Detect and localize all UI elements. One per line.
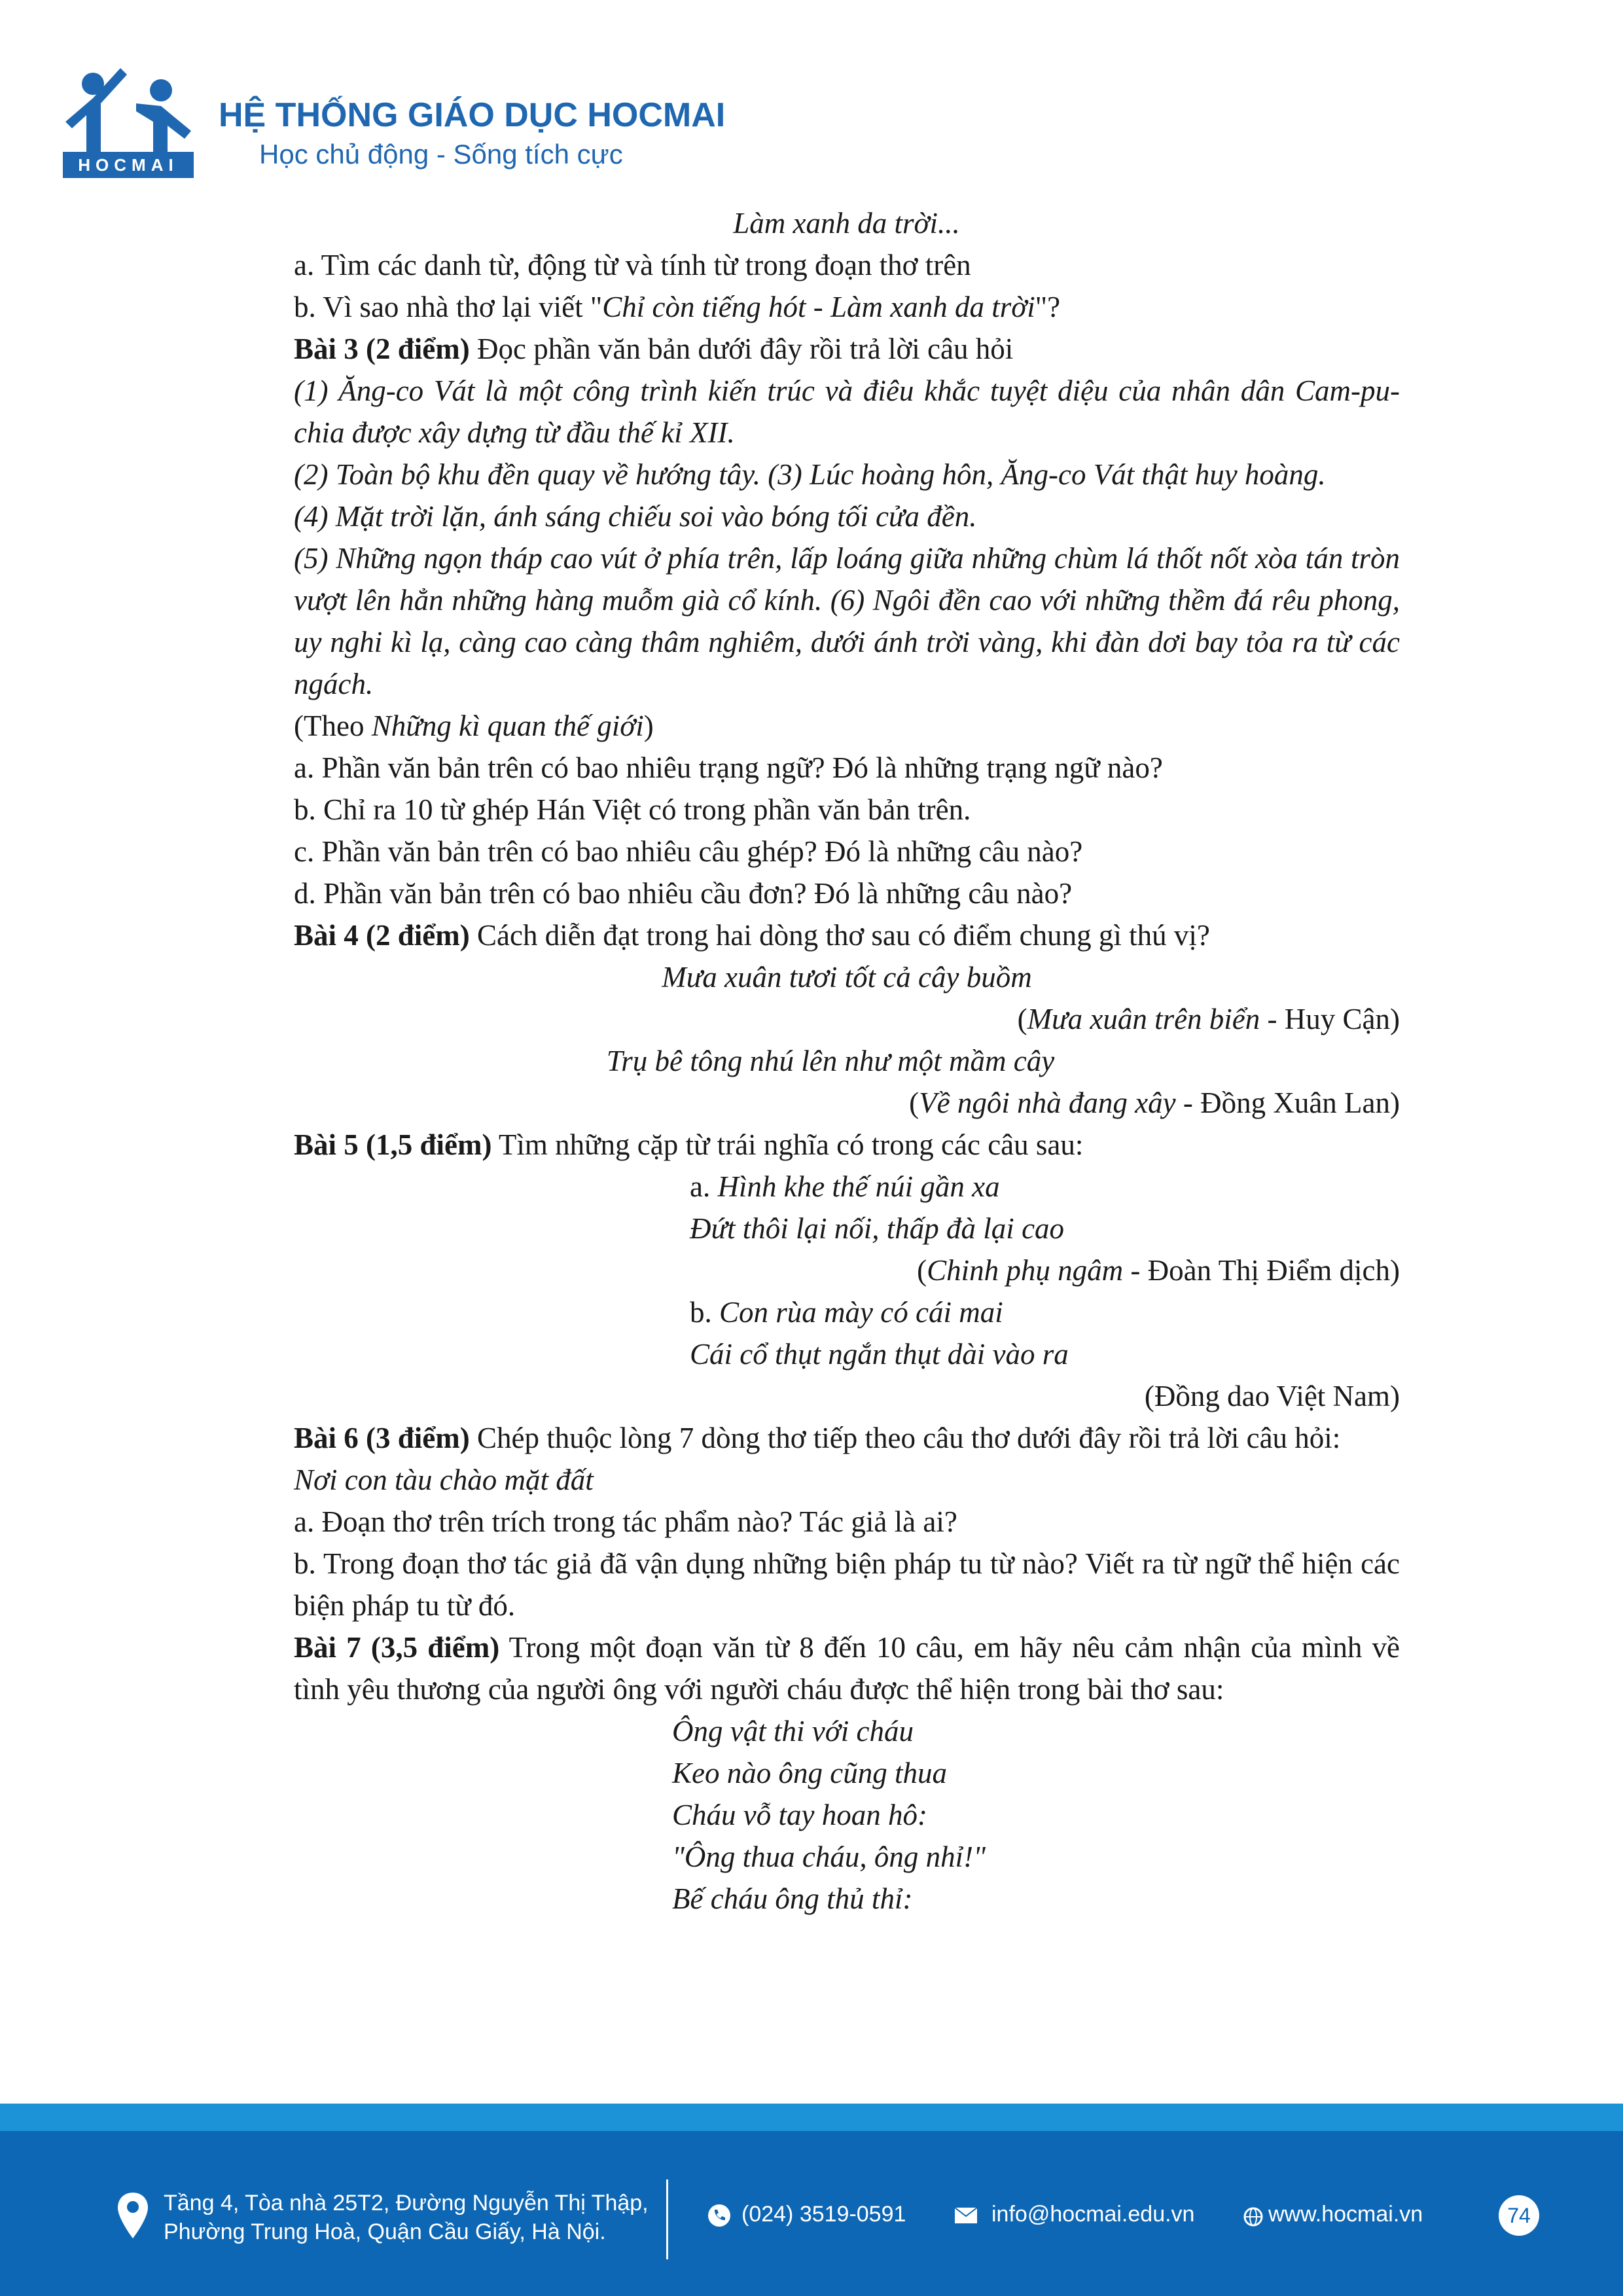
exercise-heading: Bài 7 (3,5 điểm) Trong một đoạn văn từ 8 đến 10 câu, em hãy nêu cảm nhận của mình về tình yêu thương của người ông với người cháu được thể hiện trong bài thơ sau:	[294, 1631, 1400, 1706]
passage-paragraph: (1) Ăng-co Vát là một công trình kiến trúc và điêu khắc tuyệt diệu của nhân dân Cam-pu-chia được xây dựng từ đầu thế kỉ XII.	[294, 374, 1400, 449]
question-line: a. Tìm các danh từ, động từ và tính từ trong đoạn thơ trên	[294, 249, 971, 281]
location-pin-icon	[116, 2191, 149, 2240]
footer-website[interactable]: www.hocmai.vn	[1268, 2202, 1423, 2227]
poem-line: Đứt thôi lại nối, thấp đà lại cao	[690, 1212, 1065, 1245]
source-citation: (Về ngôi nhà đang xây - Đồng Xuân Lan)	[909, 1086, 1400, 1119]
globe-icon	[1243, 2207, 1263, 2227]
page-number-badge: 74	[1499, 2195, 1539, 2236]
source-citation: (Theo Những kì quan thế giới)	[294, 709, 654, 742]
footer-email[interactable]: info@hocmai.edu.vn	[991, 2202, 1195, 2227]
document-body	[294, 202, 1400, 1920]
address-line: Phường Trung Hoà, Quận Cầu Giấy, Hà Nội.	[164, 2219, 606, 2244]
brand-title: HỆ THỐNG GIÁO DỤC HOCMAI	[219, 96, 726, 134]
poem-line: Keo nào ông cũng thua	[672, 1757, 947, 1789]
address-line: Tầng 4, Tòa nhà 25T2, Đường Nguyễn Thị Thập,	[164, 2191, 649, 2215]
poem-line: b. Con rùa mày có cái mai	[690, 1296, 1003, 1329]
page-footer	[0, 2131, 1623, 2296]
poem-line: "Ông thua cháu, ông nhỉ!"	[672, 1840, 986, 1873]
poem-text: Làm xanh da trời...	[733, 207, 960, 240]
footer-address	[164, 2189, 649, 2246]
question-line: b. Vì sao nhà thơ lại viết "Chỉ còn tiếng hót - Làm xanh da trời"?	[294, 291, 1061, 323]
footer-divider	[666, 2179, 668, 2259]
passage-paragraph: (4) Mặt trời lặn, ánh sáng chiếu soi vào bóng tối cửa đền.	[294, 500, 977, 533]
question-line: c. Phần văn bản trên có bao nhiêu câu ghép? Đó là những câu nào?	[294, 835, 1083, 868]
poem-line: Cái cổ thụt ngắn thụt dài vào ra	[690, 1338, 1069, 1371]
question-line: a. Đoạn thơ trên trích trong tác phẩm nào? Tác giả là ai?	[294, 1505, 957, 1538]
poem-line: Mưa xuân tươi tốt cả cây buồm	[662, 961, 1032, 994]
poem-line: a. Hình khe thế núi gần xa	[690, 1170, 1000, 1203]
page-header	[63, 52, 848, 183]
poem-line: Trụ bê tông nhú lên như một mầm cây	[606, 1045, 1055, 1077]
question-line: b. Trong đoạn thơ tác giả đã vận dụng những biện pháp tu từ nào? Viết ra từ ngữ thể hiện các biện pháp tu từ đó.	[294, 1547, 1400, 1622]
source-citation: (Chinh phụ ngâm - Đoàn Thị Điểm dịch)	[917, 1254, 1400, 1287]
poem-line: Cháu vỗ tay hoan hô:	[672, 1799, 927, 1831]
poem-line	[294, 202, 1400, 244]
poem-line: Ông vật thi với cháu	[672, 1715, 914, 1748]
poem-line: Bế cháu ông thủ thỉ:	[672, 1882, 913, 1915]
footer-stripe	[0, 2104, 1623, 2131]
exercise-heading: Bài 6 (3 điểm) Chép thuộc lòng 7 dòng thơ tiếp theo câu thơ dưới đây rồi trả lời câu hỏi:	[294, 1422, 1341, 1454]
brand-slogan: Học chủ động - Sống tích cực	[259, 139, 623, 170]
source-citation: (Đồng dao Việt Nam)	[1144, 1380, 1400, 1412]
question-line: d. Phần văn bản trên có bao nhiêu cầu đơn? Đó là những câu nào?	[294, 877, 1073, 910]
footer-phone[interactable]: (024) 3519-0591	[741, 2202, 906, 2227]
question-line: b. Chỉ ra 10 từ ghép Hán Việt có trong phần văn bản trên.	[294, 793, 971, 826]
passage-paragraph: (2) Toàn bộ khu đền quay về hướng tây. (3) Lúc hoàng hôn, Ăng-co Vát thật huy hoàng.	[294, 458, 1326, 491]
exercise-heading: Bài 3 (2 điểm) Đọc phần văn bản dưới đây rồi trả lời câu hỏi	[294, 332, 1014, 365]
question-line: a. Phần văn bản trên có bao nhiêu trạng ngữ? Đó là những trạng ngữ nào?	[294, 751, 1163, 784]
mail-icon	[954, 2207, 978, 2224]
source-citation: (Mưa xuân trên biển - Huy Cận)	[1017, 1003, 1400, 1035]
exercise-heading: Bài 5 (1,5 điểm) Tìm những cặp từ trái nghĩa có trong các câu sau:	[294, 1128, 1084, 1161]
poem-line: Nơi con tàu chào mặt đất	[294, 1463, 594, 1496]
logo-wordmark: HOCMAI	[63, 152, 194, 178]
exercise-heading: Bài 4 (2 điểm) Cách diễn đạt trong hai dòng thơ sau có điểm chung gì thú vị?	[294, 919, 1210, 952]
passage-paragraph: (5) Những ngọn tháp cao vút ở phía trên, lấp loáng giữa những chùm lá thốt nốt xòa tán tròn vượt lên hẳn những hàng muỗm già cổ kính. (6) Ngôi đền cao với những thềm đá rêu phong, uy nghi kì lạ, càng cao càng thâm nghiêm, dưới ánh trời vàng, khi đàn dơi bay tỏa ra từ các ngách.	[294, 542, 1400, 700]
phone-icon	[707, 2203, 732, 2228]
